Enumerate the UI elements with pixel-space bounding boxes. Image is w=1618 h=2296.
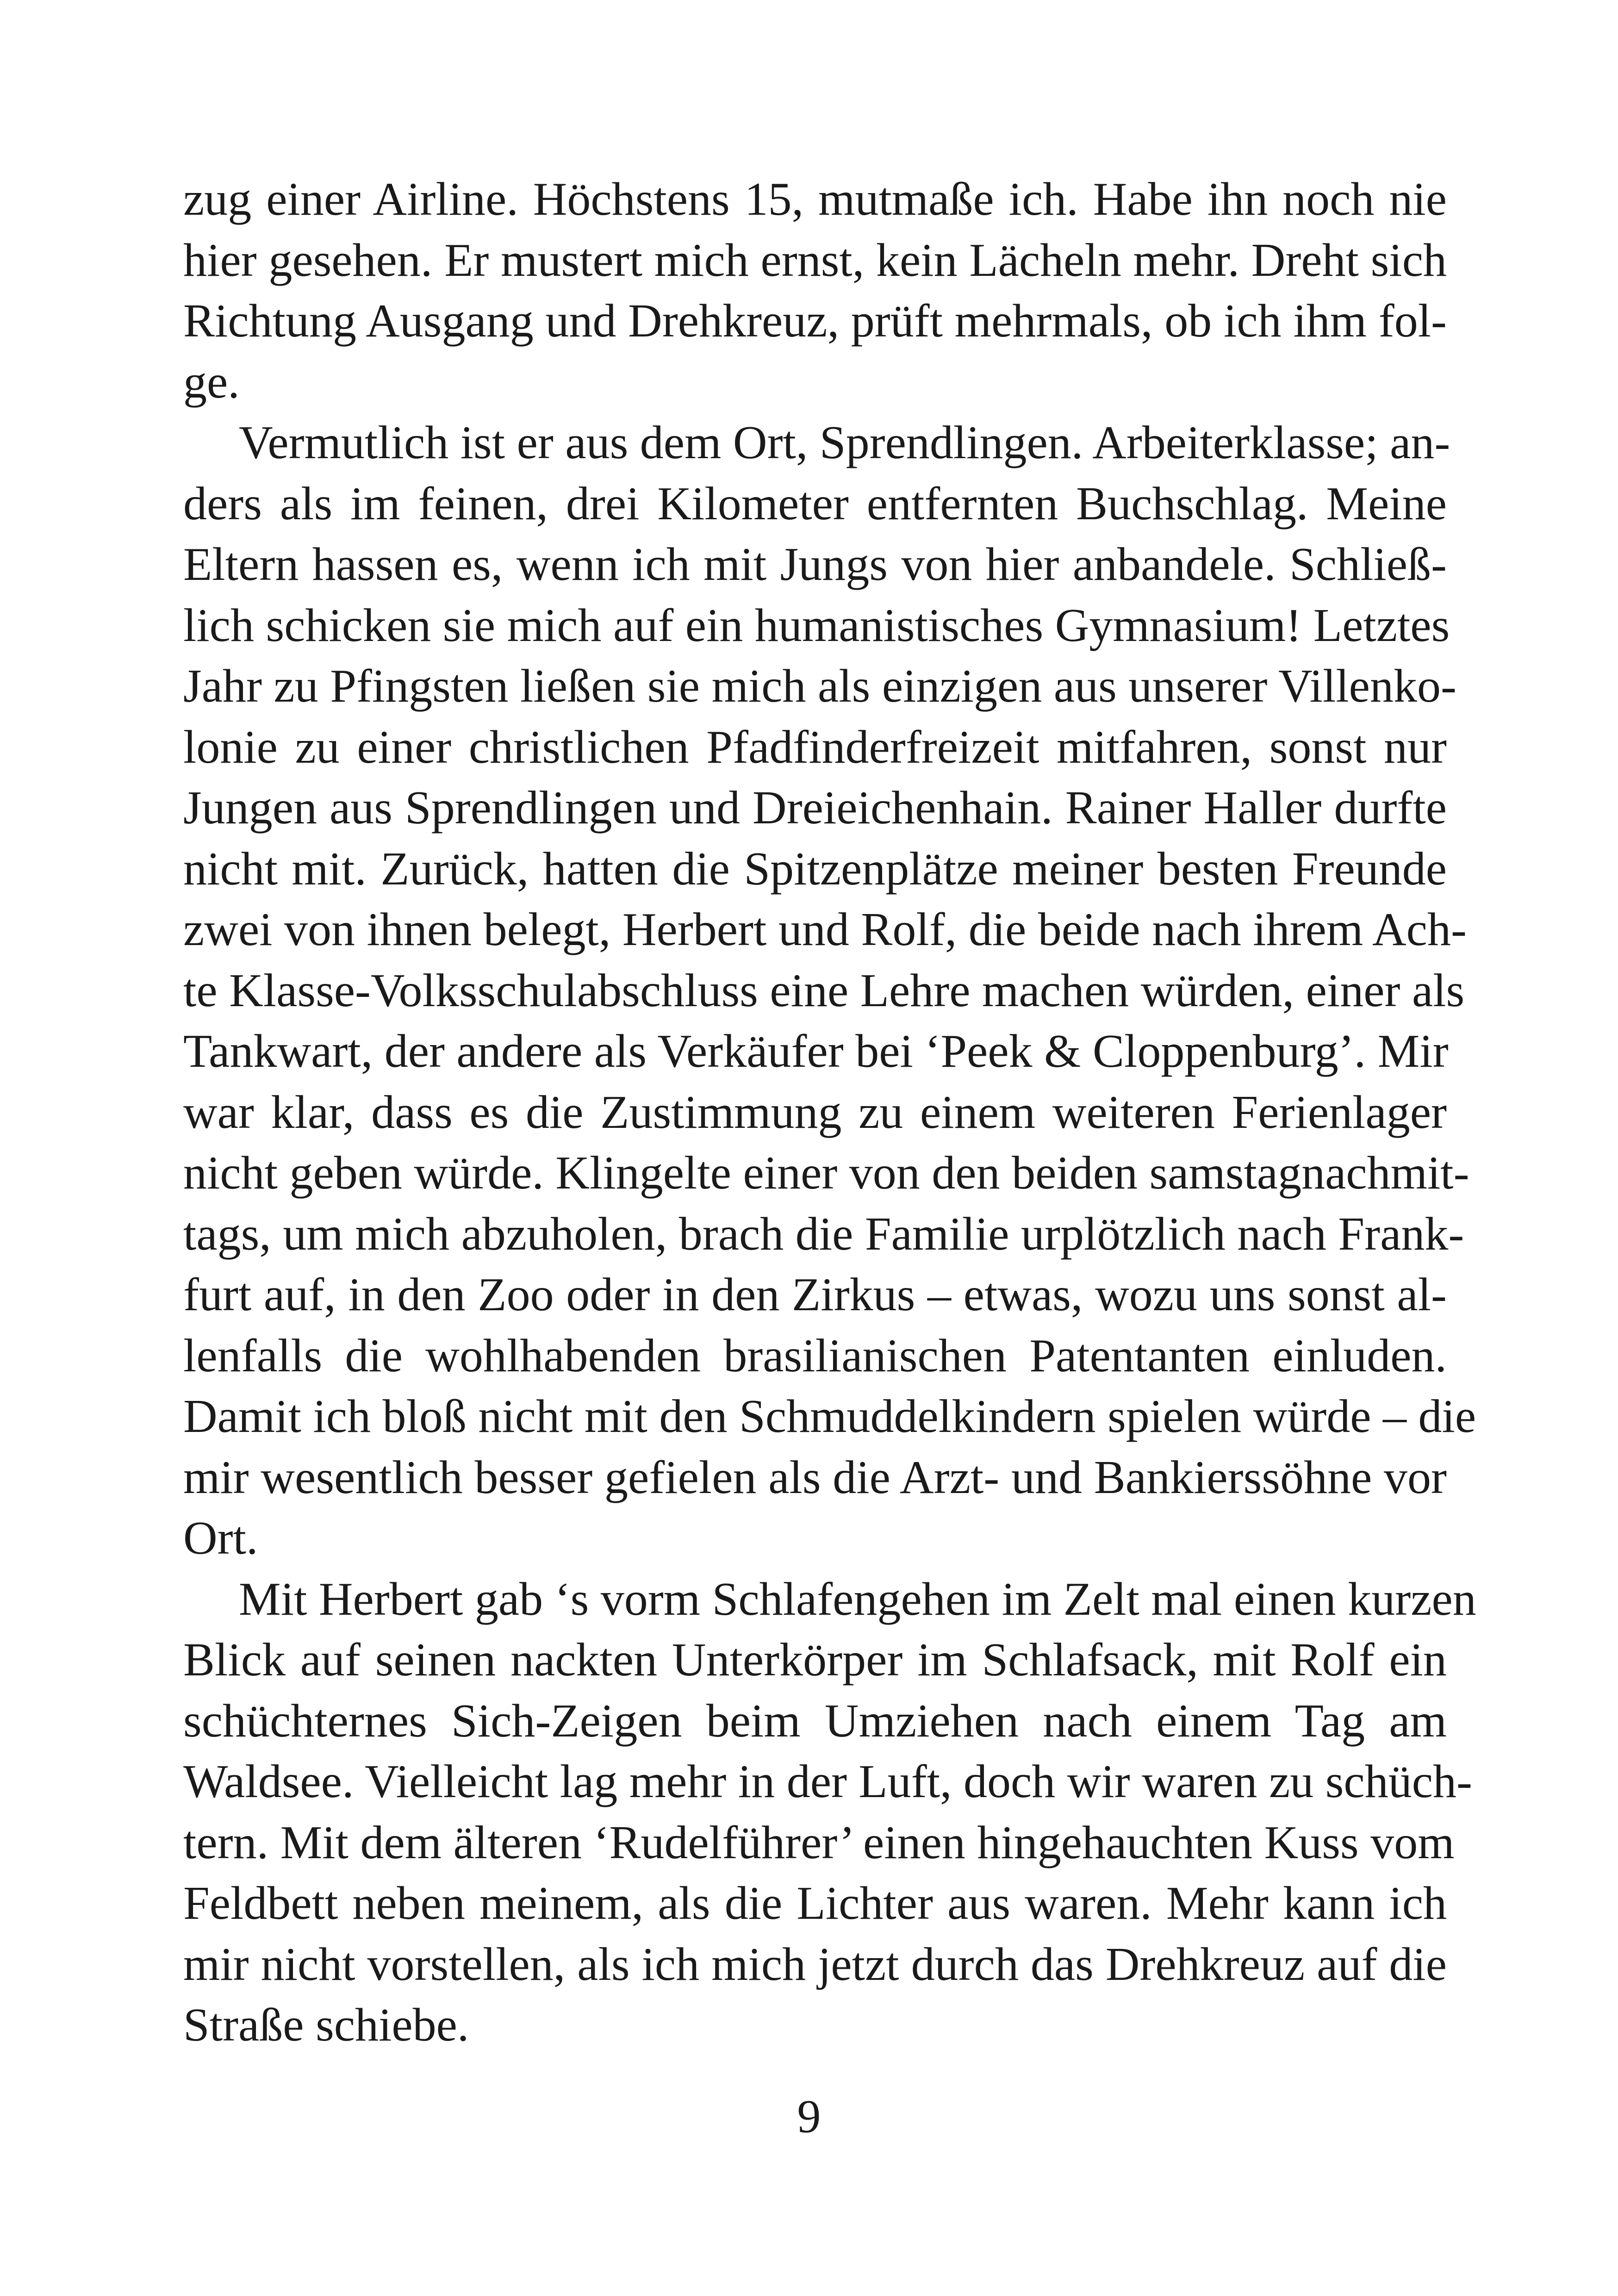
- text-line: ders als im feinen, drei Kilometer entfernten Buchschlag. Meine: [183, 477, 1447, 530]
- text-line: Damit ich bloß nicht mit den Schmuddelkindern spielen würde – die: [183, 1390, 1476, 1443]
- text-line: Waldsee. Vielleicht lag mehr in der Luft, doch wir waren zu schüch-: [183, 1755, 1472, 1808]
- text-line: lenfalls die wohlhabenden brasilianischen Patentanten einluden.: [183, 1329, 1447, 1382]
- text-line: te Klasse-Volksschulabschluss eine Lehre machen würden, einer als: [183, 964, 1465, 1017]
- text-line: lonie zu einer christlichen Pfadfinderfreizeit mitfahren, sonst nur: [183, 721, 1447, 773]
- text-line: nicht geben würde. Klingelte einer von den beiden samstagnachmit-: [183, 1147, 1469, 1199]
- text-line: Tankwart, der andere als Verkäufer bei ‘Peek & Cloppenburg’. Mir: [183, 1025, 1449, 1077]
- text-line: Straße schiebe.: [183, 1999, 469, 2051]
- text-line: Richtung Ausgang und Drehkreuz, prüft mehrmals, ob ich ihm fol-: [183, 295, 1447, 347]
- text-line: Mit Herbert gab ‘s vorm Schlafengehen im Zelt mal einen kurzen: [239, 1573, 1476, 1625]
- text-line: hier gesehen. Er mustert mich ernst, kein Lächeln mehr. Dreht sich: [183, 234, 1447, 286]
- text-line: tern. Mit dem älteren ‘Rudelführer’ einen hingehauchten Kuss vom: [183, 1816, 1455, 1869]
- text-line: Eltern hassen es, wenn ich mit Jungs von hier anbandele. Schließ-: [183, 538, 1447, 591]
- paragraph-2: [183, 412, 1476, 1569]
- text-line: Blick auf seinen nackten Unterkörper im Schlafsack, mit Rolf ein: [183, 1634, 1447, 1686]
- text-line: Jahr zu Pfingsten ließen sie mich als einzigen aus unserer Villenko-: [183, 660, 1456, 712]
- text-line: schüchternes Sich-Zeigen beim Umziehen nach einem Tag am: [183, 1694, 1447, 1747]
- text-line: mir nicht vorstellen, als ich mich jetzt durch das Drehkreuz auf die: [183, 1938, 1447, 1991]
- text-line: lich schicken sie mich auf ein humanistisches Gymnasium! Letztes: [183, 599, 1450, 652]
- text-line: Jungen aus Sprendlingen und Dreieichenhain. Rainer Haller durfte: [183, 782, 1447, 834]
- text-line: war klar, dass es die Zustimmung zu einem weiteren Ferienlager: [183, 1086, 1447, 1139]
- text-line: nicht mit. Zurück, hatten die Spitzenplätze meiner besten Freunde: [183, 842, 1447, 895]
- text-line: ge.: [183, 355, 240, 408]
- page-number: 9: [797, 2091, 821, 2143]
- text-line: zug einer Airline. Höchstens 15, mutmaße ich. Habe ihn noch nie: [183, 173, 1447, 225]
- text-line: Feldbett neben meinem, als die Lichter aus waren. Mehr kann ich: [183, 1877, 1447, 1929]
- body-text: [183, 169, 1476, 2056]
- text-line: Ort.: [183, 1512, 258, 1564]
- paragraph-3: [183, 1569, 1476, 2056]
- text-line: tags, um mich abzuholen, brach die Familie urplötzlich nach Frank-: [183, 1207, 1464, 1260]
- text-line: mir wesentlich besser gefielen als die Arzt- und Bankierssöhne vor: [183, 1451, 1447, 1504]
- paragraph-1: [183, 169, 1447, 412]
- text-line: Vermutlich ist er aus dem Ort, Sprendlingen. Arbeiterklasse; an-: [239, 417, 1450, 469]
- text-line: zwei von ihnen belegt, Herbert und Rolf, die beide nach ihrem Ach-: [183, 903, 1467, 956]
- text-line: furt auf, in den Zoo oder in den Zirkus – etwas, wozu uns sonst al-: [183, 1269, 1447, 1321]
